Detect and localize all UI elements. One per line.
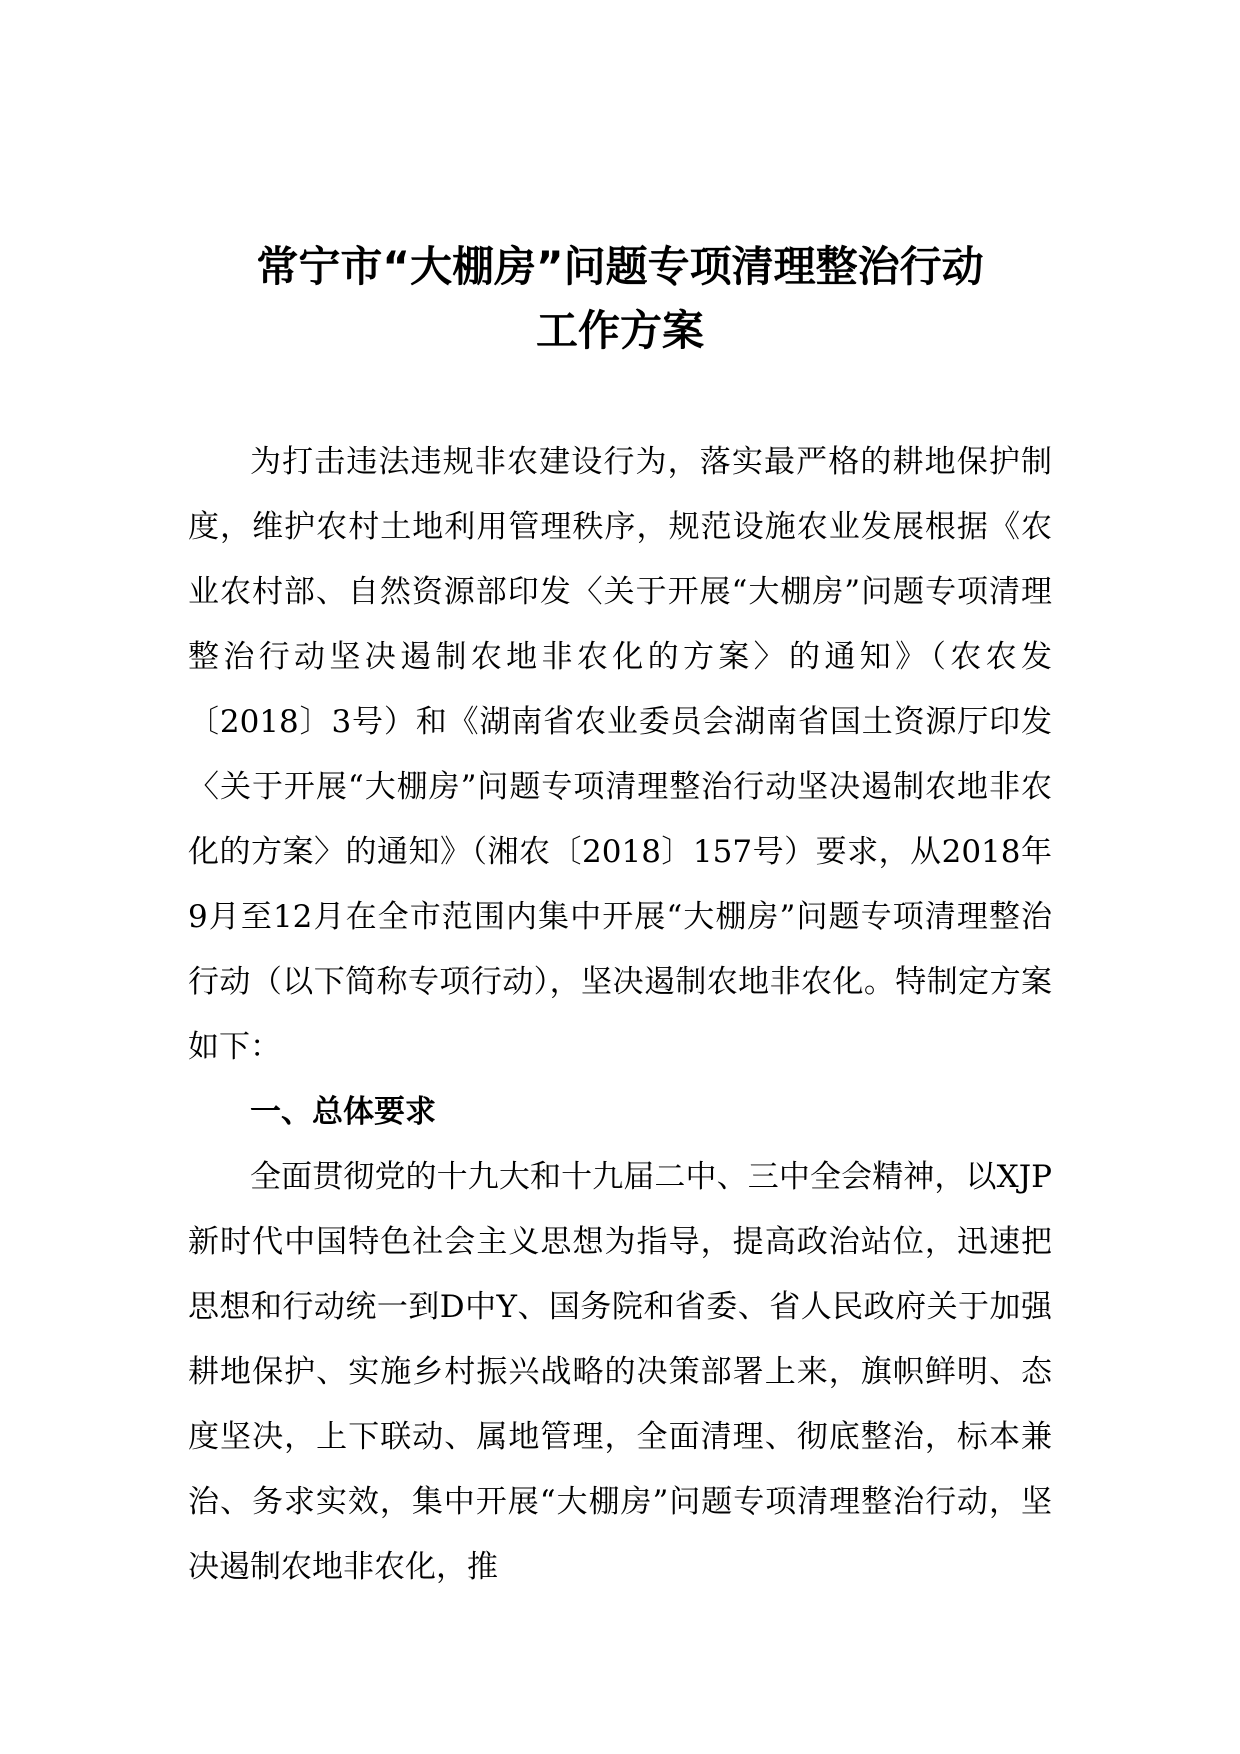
title-line-1: 常宁市“大棚房”问题专项清理整治行动 — [256, 242, 984, 291]
section-1-paragraph: 全面贯彻党的十九大和十九届二中、三中全会精神，以XJP新时代中国特色社会主义思想为指导，提高政治站位，迅速把思想和行动统一到D中Y、国务院和省委、省人民政府关于加强耕地保护、实施乡村振兴战略的决策部署上来，旗帜鲜明、态度坚决，上下联动、属地管理，全面清理、彻底整治，标本兼治、务求实效，集中开展“大棚房”问题专项清理整治行动，坚决遏制农地非农化，推 — [188, 1159, 1052, 1585]
document-body — [188, 430, 1052, 1600]
document-title — [170, 235, 1070, 363]
intro-paragraph: 为打击违法违规非农建设行为，落实最严格的耕地保护制度，维护农村土地利用管理秩序，规范设施农业发展根据《农业农村部、自然资源部印发〈关于开展“大棚房”问题专项清理整治行动坚决遏制农地非农化的方案〉的通知》（农农发〔2018〕3号）和《湖南省农业委员会湖南省国土资源厅印发〈关于开展“大棚房”问题专项清理整治行动坚决遏制农地非农化的方案〉的通知》（湘农〔2018〕157号）要求，从2018年9月至12月在全市范围内集中开展“大棚房”问题专项清理整治行动（以下简称专项行动），坚决遏制农地非农化。特制定方案如下： — [188, 444, 1052, 1065]
title-line-2: 工作方案 — [535, 306, 704, 355]
section-heading-general-requirements: 一、总体要求 — [250, 1094, 436, 1130]
